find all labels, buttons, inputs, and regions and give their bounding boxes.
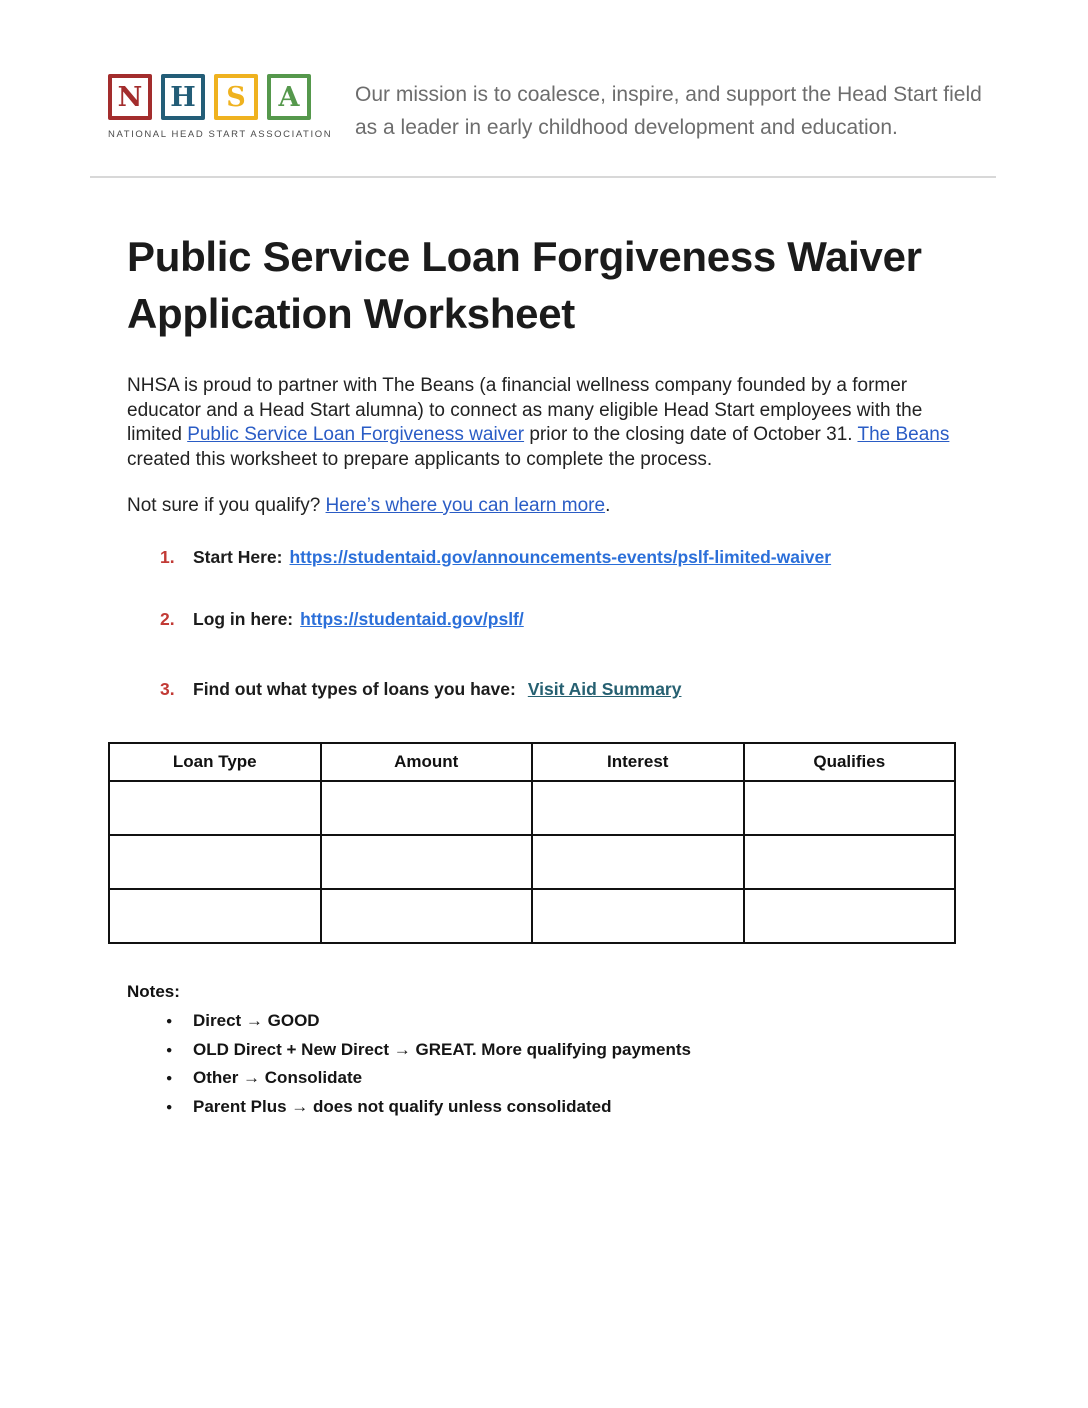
note-item bbox=[166, 1094, 996, 1123]
text-run: Not sure if you qualify? bbox=[127, 495, 326, 516]
table-cell bbox=[321, 781, 533, 835]
table-cell bbox=[109, 781, 321, 835]
table-header-cell: Amount bbox=[321, 743, 533, 781]
step-number: 2. bbox=[160, 609, 175, 629]
step-item bbox=[160, 608, 996, 630]
step-link[interactable]: https://studentaid.gov/announcements-events/pslf-limited-waiver bbox=[289, 547, 832, 567]
note-text: Other → Consolidate bbox=[193, 1068, 363, 1087]
header-divider bbox=[90, 176, 996, 178]
logo-caption: NATIONAL HEAD START ASSOCIATION bbox=[108, 129, 333, 140]
step-label: Start Here: bbox=[193, 547, 283, 567]
logo-letter: N bbox=[117, 81, 143, 113]
table-row bbox=[109, 835, 955, 889]
step-link[interactable]: https://studentaid.gov/pslf/ bbox=[300, 609, 524, 629]
table-row bbox=[109, 889, 955, 943]
logo-letter: S bbox=[226, 81, 246, 113]
logo-letter: A bbox=[278, 81, 300, 113]
table-header-cell: Qualifies bbox=[744, 743, 956, 781]
text-link[interactable]: Here’s where you can learn more bbox=[325, 495, 606, 516]
table-header-cell: Interest bbox=[532, 743, 744, 781]
mission-statement: Our mission is to coalesce, inspire, and support the Head Start field as a leader in early childhood development and education. bbox=[355, 83, 982, 139]
text-link[interactable]: Public Service Loan Forgiveness waiver bbox=[187, 424, 525, 445]
nhsa-logo bbox=[108, 74, 333, 140]
note-text: Direct → GOOD bbox=[193, 1011, 320, 1030]
bullet-icon: ● bbox=[166, 1100, 173, 1113]
bullet-icon: ● bbox=[166, 1043, 173, 1056]
notes-list bbox=[127, 1008, 996, 1122]
table-cell bbox=[532, 889, 744, 943]
page-title-line2: Application Worksheet bbox=[127, 290, 575, 337]
step-item bbox=[160, 678, 996, 700]
text-link[interactable]: The Beans bbox=[857, 424, 950, 445]
logo-block-a bbox=[267, 74, 311, 120]
step-label: Find out what types of loans you have: bbox=[193, 679, 516, 699]
note-item bbox=[166, 1008, 996, 1037]
page-title bbox=[127, 228, 996, 342]
loans-table-wrap bbox=[108, 742, 996, 944]
header bbox=[0, 0, 1088, 144]
bullet-icon: ● bbox=[166, 1072, 173, 1084]
text-run: NHSA is proud to partner with The Beans (a financial wellness company founded by a former educator and a Head Start alumna) to connect as many eligible Head Start employees with the limited bbox=[127, 375, 923, 445]
table-cell bbox=[532, 781, 744, 835]
table-cell bbox=[109, 835, 321, 889]
main-content bbox=[0, 228, 1088, 1122]
table-header-cell: Loan Type bbox=[109, 743, 321, 781]
logo-block-h bbox=[161, 74, 205, 120]
note-item bbox=[166, 1065, 996, 1094]
table-row bbox=[109, 781, 955, 835]
table-cell bbox=[744, 781, 956, 835]
page-title-line1: Public Service Loan Forgiveness Waiver bbox=[127, 233, 922, 280]
table-cell bbox=[321, 835, 533, 889]
step-link[interactable]: Visit Aid Summary bbox=[527, 679, 682, 699]
bullet-icon: ● bbox=[166, 1015, 173, 1027]
table-cell bbox=[744, 835, 956, 889]
note-text: OLD Direct + New Direct → GREAT. More qualifying payments bbox=[193, 1039, 691, 1059]
step-number: 1. bbox=[160, 547, 175, 567]
text-run: created this worksheet to prepare applicants to complete the process. bbox=[127, 448, 713, 470]
table-cell bbox=[321, 889, 533, 943]
nhsa-logo-blocks bbox=[108, 74, 313, 120]
loans-table bbox=[108, 742, 956, 944]
steps-list bbox=[127, 546, 996, 700]
table-cell bbox=[532, 835, 744, 889]
text-run: prior to the closing date of October 31. bbox=[524, 424, 858, 445]
logo-block-s bbox=[214, 74, 258, 120]
table-cell bbox=[109, 889, 321, 943]
table-cell bbox=[744, 889, 956, 943]
note-item bbox=[166, 1037, 996, 1066]
step-number: 3. bbox=[160, 679, 175, 699]
logo-block-n bbox=[108, 74, 152, 120]
notes-title: Notes: bbox=[127, 982, 180, 1001]
text-run: . bbox=[605, 495, 611, 516]
logo-letter: H bbox=[170, 81, 196, 113]
table-header-row bbox=[109, 743, 955, 781]
qualify-line bbox=[127, 494, 996, 518]
note-text: Parent Plus → does not qualify unless consolidated bbox=[193, 1096, 612, 1116]
step-label: Log in here: bbox=[193, 609, 294, 629]
step-item bbox=[160, 546, 996, 568]
intro-paragraph bbox=[127, 374, 965, 472]
notes-section bbox=[127, 982, 996, 1122]
